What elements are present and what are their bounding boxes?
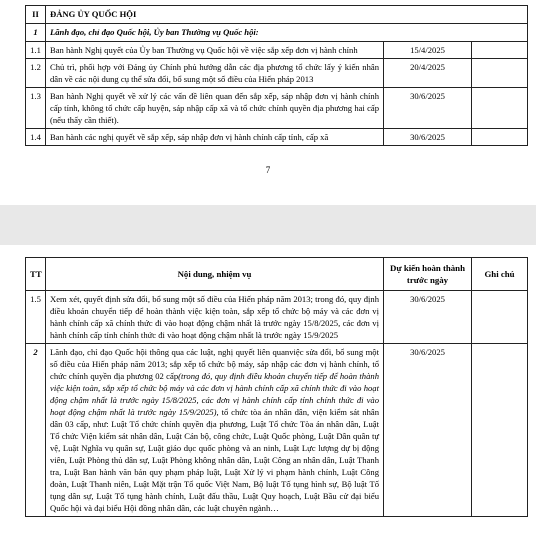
row-content: [46, 344, 384, 517]
section-row: [26, 6, 528, 24]
table-row: [26, 59, 528, 88]
table-row: [26, 42, 528, 59]
row-content: Chủ trì, phối hợp với Đảng ủy Chính phủ hướng dẫn các địa phương tổ chức lấy ý kiến nhân dân về các nội dung cụ thể sửa đổi, bổ sung một số điều của Hiến pháp 2013: [46, 59, 384, 88]
row-note: [472, 42, 528, 59]
task-table-part2: [25, 257, 528, 517]
row-date: 20/4/2025: [384, 59, 472, 88]
row-content-text: Lãnh đạo, chỉ đạo Quốc hội thông qua các luật, nghị quyết liên quanviệc sửa đổi, bổ sung một số điều của Hiến pháp năm 2013; sắp xếp tổ chức bộ máy, sáp nhập các đơn vị hành chính, tổ chức chính quyền địa phương 02 cấp: [50, 347, 379, 381]
row-content-italic: (trong đó, quy định điều khoản chuyển tiếp để hoàn thành việc kiện toàn, sắp xếp tổ chức bộ máy và các đơn vị hành chính cấp xã chính thức đi vào hoạt động chậm nhất là trước ngày 15/8/2025, các đơn vị hành chính cấp tỉnh chính thức đi vào hoạt động chậm nhất là trước ngày 15/9/2025): [50, 371, 379, 417]
row-note: [472, 344, 528, 517]
header-tt: TT: [26, 258, 46, 291]
row-note: [472, 88, 528, 129]
row-content: Ban hành Nghị quyết của Ủy ban Thường vụ Quốc hội về việc sắp xếp đơn vị hành chính: [46, 42, 384, 59]
row-note: [472, 59, 528, 88]
row-date: 30/6/2025: [384, 344, 472, 517]
page-separator: [0, 205, 536, 245]
header-content: Nội dung, nhiệm vụ: [46, 258, 384, 291]
page-number: 7: [265, 165, 271, 175]
document-page-8: [0, 245, 536, 550]
row-date: 30/6/2025: [384, 291, 472, 344]
group-number: 1: [26, 24, 46, 42]
table-row: [26, 129, 528, 146]
row-number: 1.2: [26, 59, 46, 88]
row-number: 1.3: [26, 88, 46, 129]
row-content: Ban hành Nghị quyết về xử lý các vấn đề liên quan đến sắp xếp, sáp nhập đơn vị hành chính cấp tỉnh, không tổ chức cấp huyện, sáp nhập cấp xã và tổ chức chính quyền địa phương hai cấp (nếu thấy cần thiết).: [46, 88, 384, 129]
row-note: [472, 291, 528, 344]
row-note: [472, 129, 528, 146]
section-title: ĐẢNG ỦY QUỐC HỘI: [46, 6, 528, 24]
row-date: 30/6/2025: [384, 88, 472, 129]
row-content: Ban hành các nghị quyết về sắp xếp, sáp nhập đơn vị hành chính cấp tỉnh, cấp xã: [46, 129, 384, 146]
group-row: [26, 24, 528, 42]
table-row: [26, 344, 528, 517]
section-number: II: [26, 6, 46, 24]
row-number: 1.1: [26, 42, 46, 59]
row-number: 2: [26, 344, 46, 517]
row-number: 1.5: [26, 291, 46, 344]
row-number: 1.4: [26, 129, 46, 146]
row-content: Xem xét, quyết định sửa đổi, bổ sung một số điều của Hiến pháp năm 2013; trong đó, quy định điều khoản chuyển tiếp để hoàn thành việc kiện toàn, sắp xếp tổ chức bộ máy và các đơn vị hành chính cấp xã chính thức đi vào hoạt động chậm nhất là trước ngày 15/8/2025, các đơn vị hành chính cấp tỉnh chính thức đi vào hoạt động chậm nhất là trước ngày 15/9/2025: [46, 291, 384, 344]
header-note: Ghi chú: [472, 258, 528, 291]
table-row: [26, 88, 528, 129]
header-date: Dự kiến hoàn thành trước ngày: [384, 258, 472, 291]
table-row: [26, 291, 528, 344]
document-page-7: [0, 0, 536, 205]
row-content-text-cont: , tổ chức tòa án nhân dân, viện kiểm sát nhân dân 03 cấp, như: Luật Tổ chức chính quyền địa phương, Luật Tổ chức Tòa án nhân dân, Luật Tổ chức Viện kiểm sát nhân dân, Luật Cán bộ, công chức, Luật Quốc phòng, Luật Dân quân tự vệ, Luật Nghĩa vụ quân sự, Luật giáo dục quốc phòng và an ninh, Luật Lực lượng dự bị động viên, Luật Phòng thủ dân sự, Luật Phòng không nhân dân, Luật Công an nhân dân, Luật Thanh tra, Luật Ban hành văn bản quy phạm pháp luật, Luật Xử lý vi phạm hành chính, Luật Công đoàn, Luật Thanh niên, Luật Mặt trận Tổ quốc Việt Nam, Bộ luật Tố tụng hình sự, Bộ luật Tố tụng dân sự, Luật Tố tụng hành chính, Luật đấu thầu, Luật Quy hoạch, Luật Bầu cử đại biểu Quốc hội và đại biểu Hội đồng nhân dân, các luật chuyên ngành…: [50, 407, 379, 513]
table-header-row: [26, 258, 528, 291]
row-date: 30/6/2025: [384, 129, 472, 146]
task-table-part1: [25, 5, 528, 146]
row-date: 15/4/2025: [384, 42, 472, 59]
group-title: Lãnh đạo, chỉ đạo Quốc hội, Ủy ban Thường vụ Quốc hội:: [46, 24, 528, 42]
